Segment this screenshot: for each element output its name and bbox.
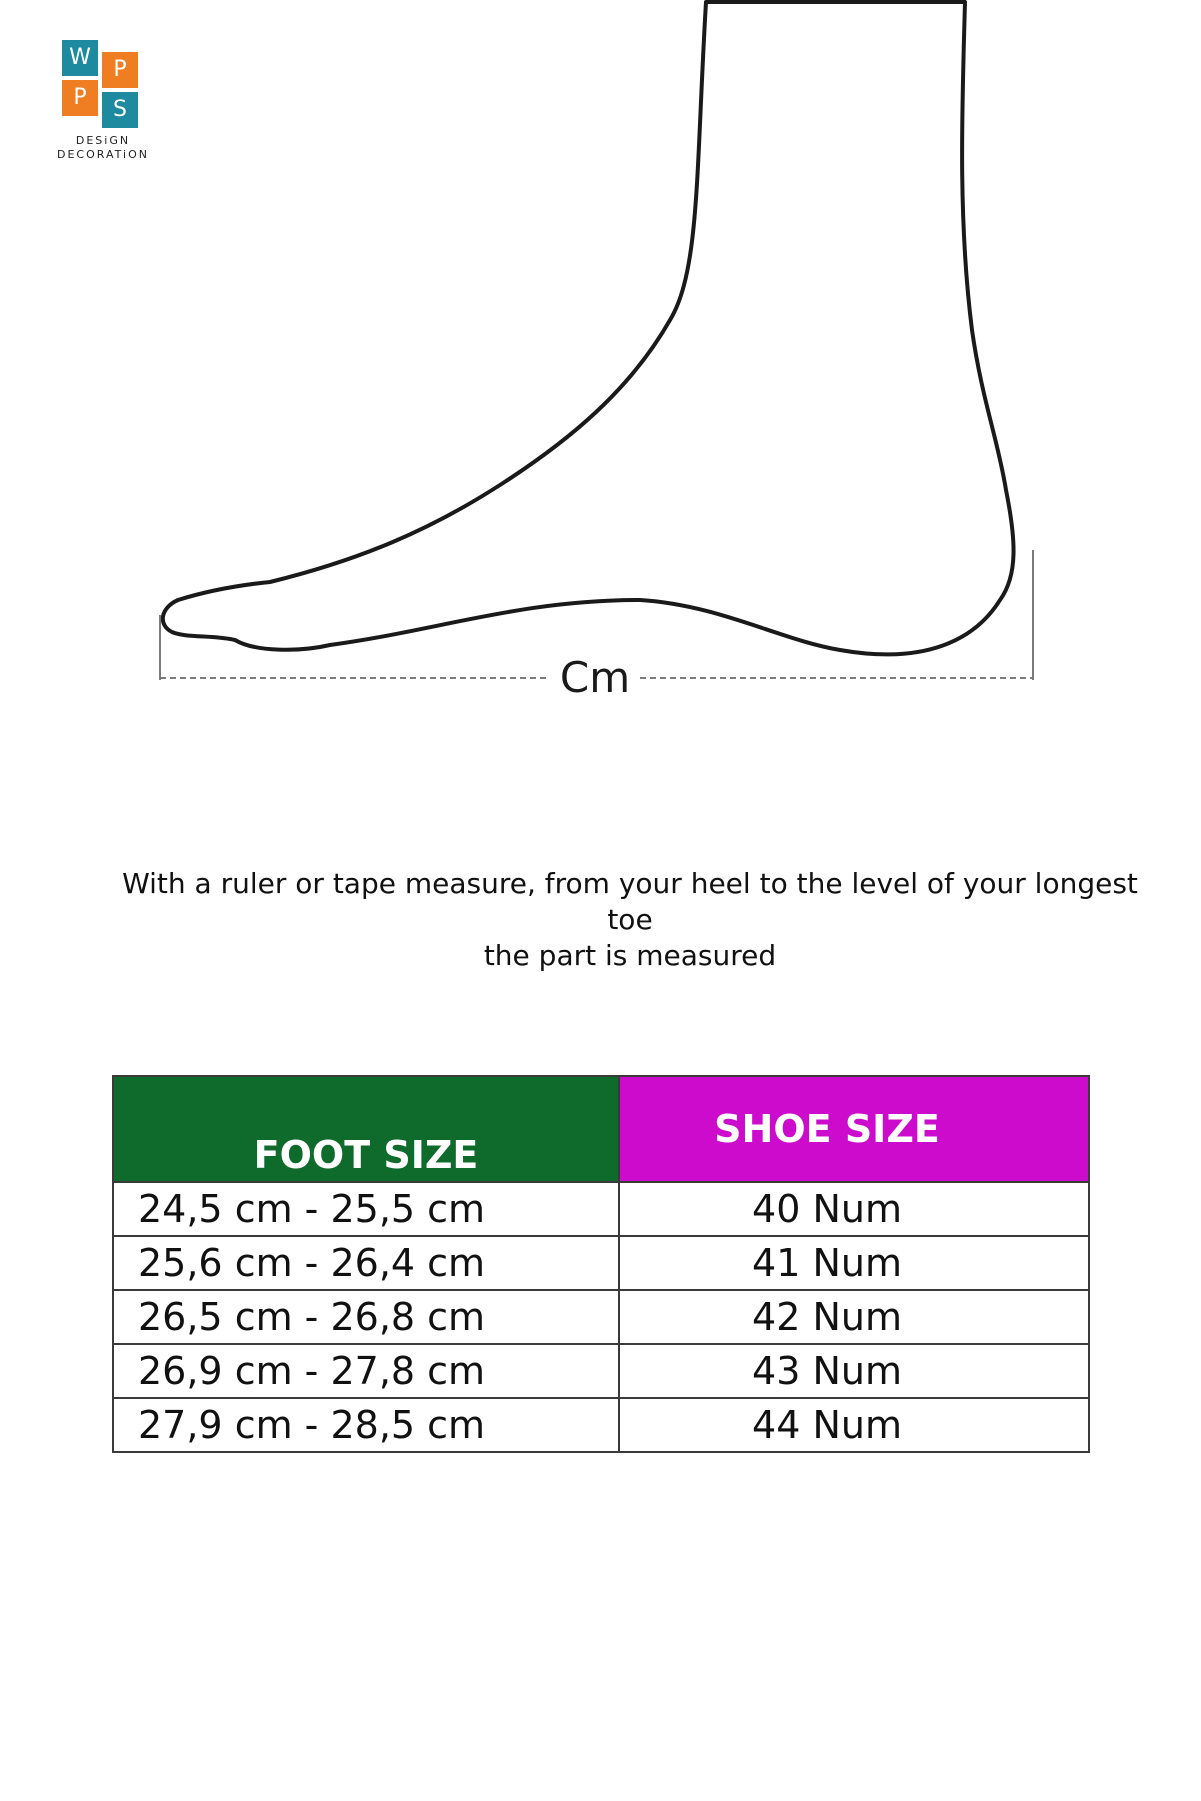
logo-letter-p: P [102, 52, 138, 88]
foot-outline [163, 2, 1014, 654]
foot-size-cell: 26,5 cm - 26,8 cm [114, 1291, 620, 1343]
shoe-size-cell: 42 Num [752, 1295, 902, 1339]
logo-letter-s: S [102, 92, 138, 128]
size-chart-table [112, 1075, 1090, 1453]
table-row [114, 1343, 1088, 1397]
foot-size-cell: 27,9 cm - 28,5 cm [114, 1399, 620, 1451]
instruction-line-2: the part is measured [483, 939, 777, 972]
table-row [114, 1397, 1088, 1451]
foot-size-cell: 26,9 cm - 27,8 cm [114, 1345, 620, 1397]
logo-tagline-line2: DECORATiON [57, 148, 149, 161]
table-row [114, 1289, 1088, 1343]
measurement-instruction [100, 866, 1160, 974]
logo-letter-p-second: P [62, 80, 98, 116]
table-header-row [114, 1077, 1088, 1181]
shoe-size-cell: 41 Num [752, 1241, 902, 1285]
foot-size-header: FOOT SIZE [114, 1077, 620, 1181]
table-row [114, 1181, 1088, 1235]
shoe-size-cell: 40 Num [752, 1187, 902, 1231]
shoe-size-header: SHOE SIZE [620, 1077, 1088, 1181]
table-row [114, 1235, 1088, 1289]
logo-tagline-line1: DESiGN [75, 134, 131, 147]
foot-size-cell: 24,5 cm - 25,5 cm [114, 1183, 620, 1235]
foot-size-cell: 25,6 cm - 26,4 cm [114, 1237, 620, 1289]
shoe-size-cell: 43 Num [752, 1349, 902, 1393]
logo-letter-w: W [62, 40, 98, 76]
shoe-size-cell: 44 Num [752, 1403, 902, 1447]
instruction-line-1: With a ruler or tape measure, from your heel to the level of your longest toe [122, 867, 1138, 936]
foot-outline-illustration [0, 0, 1201, 760]
measure-unit-label: Cm [555, 653, 635, 703]
